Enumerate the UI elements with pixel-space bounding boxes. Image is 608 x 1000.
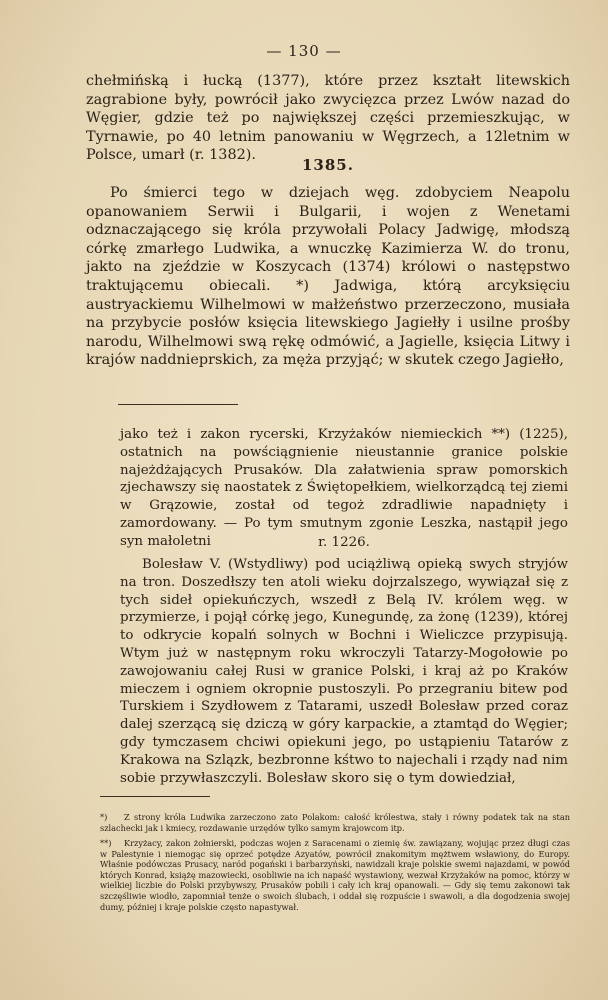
quote-paragraph-2: Bolesław V. (Wstydliwy) pod uciążliwą opieką swych stryjów na tron. Doszedłszy ten atoli wieku dojrzalszego, wywiązał się z tych sideł opiekuńczych, wszedł z Belą IV. królem węg. w przymierze, i pojął córkę jego, Kunegundę, za żonę (1239), której to odkrycie kopalń solnych w Bochni i Wieliczce przypisują. Wtym już w następnym roku wkroczyli Tatarzy-Mogołowie po zawojowaniu całej Rusi w granice Polski, i kraj aż po Kraków mieczem i ogniem okropnie pustoszyli. Po przegraniu bitew pod Turskiem i Szydłowem z Tatarami, uszedł Bolesław przed coraz dalej szerzącą się dziczą w góry karpackie, a ztamtąd do Węgier; gdy tymczasem chciwi opiekuni jego, po ustąpieniu Tatarów z Krakowa na Szlązk, bezbronne kśtwo to najechali i rządy nad nim sobie przywłaszczyli. Bolesław skoro się o tym dowiedział, <box>120 557 568 786</box>
intro-paragraph: chełmińską i łucką (1377), które przez kształt litewskich zagrabione były, powrócił jako zwycięzca przez Lwów nazad do Węgier, gdzie też po największej części przemieszkując, w Tyrnawie, po 40 letnim panowaniu w Węgrzech, a 12letnim w Polsce, umarł (r. 1382). <box>86 73 570 164</box>
quote-paragraph-1: jako też i zakon rycerski, Krzyżaków niemieckich **) (1225), ostatnich na powściągnienie nieustannie granice polskie najeżdżających Prusaków. Dla załatwienia spraw pomorskich zjechawszy się naostatek z Świętopełkiem, wielkorządcą tej ziemi w Grązowie, został od tegoż zdradliwie napadnięty i zamordowany. — Po tym smutnym zgonie Leszka, nastąpił jego syn małoletni <box>120 427 568 549</box>
footnote-divider <box>100 796 210 797</box>
footnote-1 <box>100 812 570 833</box>
footnote-2 <box>100 838 570 912</box>
footnote-1-text: Z strony króla Ludwika zarzeczono zato Polakom: całość królestwa, stały i równy podatek tak na stan szlachecki jak i kmiecy, rozdawanie urzędów tylko samym krajowcom itp. <box>100 812 570 833</box>
footnote-2-text: Krzyżacy, zakon żołnierski, podczas wojen z Saracenami o ziemię św. zawiązany, wojując przez długi czas w Palestynie i niemogąc się oprzeć potędze Azyatów, powrócił znakomitym mężtwem wsławiony, do Europy. Właśnie podówczas Prusacy, naród pogański i barbarzyński, nawidzali kraje polskie swemi najazdami, w powód których Konrad, książę mazowiecki, osobliwie na ich napaść wystawiony, wezwał Krzyżaków na pomoc, którzy w wielkiej liczbie do Polski przybywszy, Prusaków pobili i cały ich kraj opanowali. — Gdy się temu zakonowi tak szczęśliwie wiodło, zapomniał tenże o swoich ślubach, i oddał się rozpuście i swawoli, a dla dogodzenia swojej dumy, później i kraje polskie często napastywał. <box>100 838 570 912</box>
quote-year: r. 1226. <box>318 535 370 550</box>
year-heading: 1385. <box>302 156 354 174</box>
section-divider <box>118 404 238 405</box>
footnote-1-mark: *) <box>100 812 108 822</box>
main-paragraph: Po śmierci tego w dziejach węg. zdobyciem Neapolu opanowaniem Serwii i Bulgarii, i wojen z Wenetami odznaczającego się króla przywołali Polacy Jadwigę, młodszą córkę zmarłego Ludwika, a wnuczkę Kazimierza W. do tronu, jakto na zjeździe w Koszycach (1374) królowi o następstwo traktującemu obiecali. *) Jadwiga, którą arcyksięciu austryackiemu Wilhelmowi w małżeństwo przerzeczono, musiała na przybycie posłów księcia litewskiego Jagiełły i usilne prośby narodu, Wilhelmowi swą rękę odmówić, a Jagielle, księcia Litwy i krajów naddnieprskich, za męża przyjąć; w skutek czego Jagiełło, <box>86 185 570 369</box>
footnote-2-mark: **) <box>100 838 112 848</box>
page-number: — 130 — <box>266 42 342 60</box>
